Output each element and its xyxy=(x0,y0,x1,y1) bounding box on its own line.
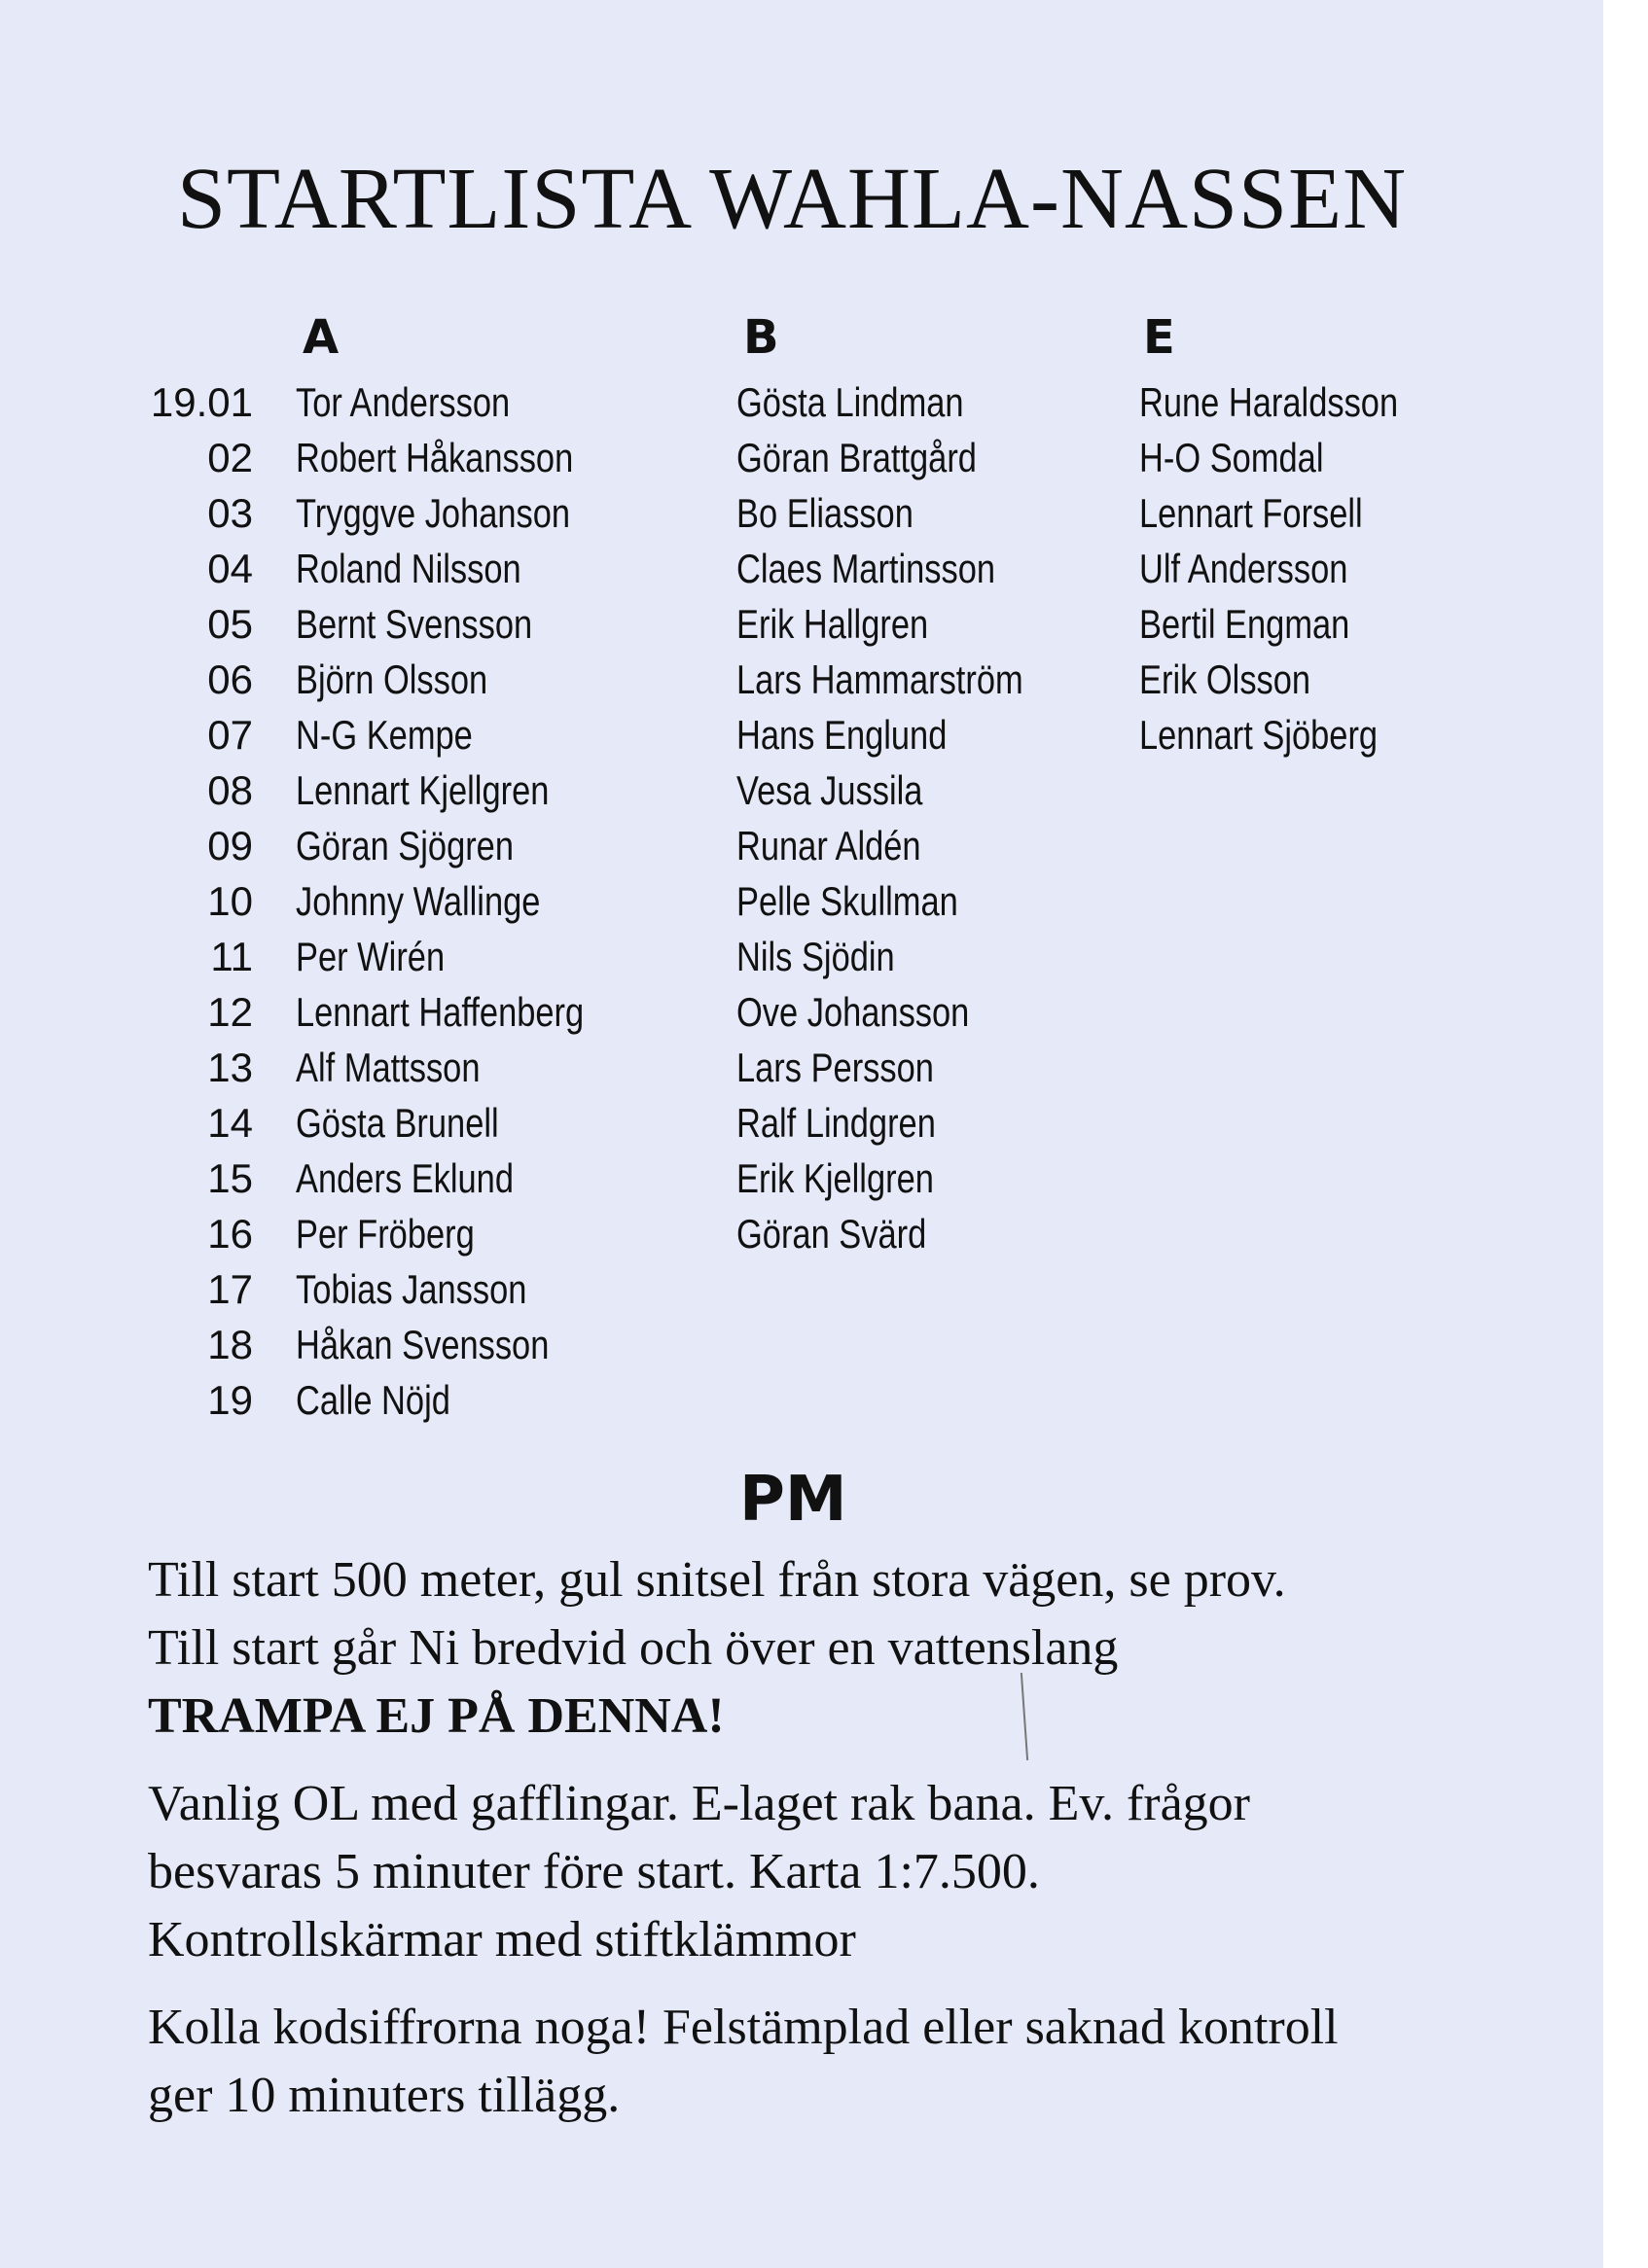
runner-name-b: Pelle Skullman xyxy=(736,878,958,924)
table-row xyxy=(0,873,1557,929)
pm-heading: PM xyxy=(739,1464,847,1536)
runner-name-a: Tobias Jansson xyxy=(296,1266,527,1312)
table-row xyxy=(0,818,1557,873)
runner-name-a: Alf Mattsson xyxy=(296,1045,481,1090)
runner-name-b: Göran Brattgård xyxy=(736,435,977,480)
runner-name-b: Hans Englund xyxy=(736,712,948,758)
runner-name-b: Lars Persson xyxy=(736,1045,934,1090)
runner-name-b: Göran Svärd xyxy=(736,1211,927,1257)
runner-name-e: H-O Somdal xyxy=(1139,435,1324,480)
table-row xyxy=(0,762,1557,818)
table-row xyxy=(0,929,1557,984)
runner-name-b: Vesa Jussila xyxy=(736,767,923,813)
start-time: 04 xyxy=(207,546,253,591)
table-row xyxy=(0,1040,1557,1095)
start-time: 14 xyxy=(207,1100,253,1146)
runner-name-a: Per Wirén xyxy=(296,934,446,979)
runner-name-a: Lennart Kjellgren xyxy=(296,767,550,813)
start-time: 18 xyxy=(207,1322,253,1367)
start-time: 10 xyxy=(207,878,253,924)
runner-name-a: Robert Håkansson xyxy=(296,435,574,480)
start-time: 05 xyxy=(207,601,253,647)
runner-name-a: Johnny Wallinge xyxy=(296,878,541,924)
runner-name-a: N-G Kempe xyxy=(296,712,473,758)
page-title: STARTLISTA WAHLA-NASSEN xyxy=(177,151,1408,247)
pm-line: besvaras 5 minuter före start. Karta 1:7.500. xyxy=(148,1844,1040,1899)
runner-name-b: Erik Kjellgren xyxy=(736,1155,934,1201)
start-time: 19 xyxy=(207,1377,253,1423)
runner-name-a: Anders Eklund xyxy=(296,1155,515,1201)
runner-name-b: Bo Eliasson xyxy=(736,490,914,536)
pm-text xyxy=(148,1546,1510,2130)
start-list-table xyxy=(0,374,1557,1428)
table-row xyxy=(0,430,1557,485)
pm-line: Kolla kodsiffrorna noga! Felstämplad eller saknad kontroll xyxy=(148,2000,1339,2055)
table-row xyxy=(0,1151,1557,1206)
start-time: 09 xyxy=(207,823,253,868)
start-time: 17 xyxy=(207,1266,253,1312)
start-time: 12 xyxy=(207,989,253,1035)
start-time: 15 xyxy=(207,1155,253,1201)
runner-name-b: Gösta Lindman xyxy=(736,379,964,425)
start-time: 02 xyxy=(207,435,253,480)
table-row xyxy=(0,541,1557,596)
runner-name-a: Björn Olsson xyxy=(296,656,488,702)
pm-line: Till start 500 meter, gul snitsel från stora vägen, se prov. xyxy=(148,1552,1286,1608)
runner-name-e: Lennart Forsell xyxy=(1139,490,1363,536)
table-row xyxy=(0,374,1557,430)
pm-line: Kontrollskärmar med stiftklämmor xyxy=(148,1912,856,1967)
start-time: 16 xyxy=(207,1211,253,1257)
table-row xyxy=(0,984,1557,1040)
column-header-b: B xyxy=(743,310,779,365)
table-row xyxy=(0,1261,1557,1317)
runner-name-e: Bertil Engman xyxy=(1139,601,1350,647)
runner-name-e: Rune Haraldsson xyxy=(1139,379,1399,425)
pm-warning: TRAMPA EJ PÅ DENNA! xyxy=(148,1688,725,1744)
table-row xyxy=(0,1317,1557,1372)
table-row xyxy=(0,485,1557,541)
runner-name-e: Lennart Sjöberg xyxy=(1139,712,1379,758)
pm-line: ger 10 minuters tillägg. xyxy=(148,2068,621,2123)
runner-name-b: Runar Aldén xyxy=(736,823,921,868)
start-time: 03 xyxy=(207,490,253,536)
runner-name-a: Tor Andersson xyxy=(296,379,511,425)
runner-name-a: Calle Nöjd xyxy=(296,1377,450,1423)
runner-name-a: Per Fröberg xyxy=(296,1211,475,1257)
start-time: 08 xyxy=(207,767,253,813)
column-header-a: A xyxy=(303,310,340,365)
runner-name-b: Claes Martinsson xyxy=(736,546,996,591)
runner-name-a: Göran Sjögren xyxy=(296,823,515,868)
runner-name-b: Nils Sjödin xyxy=(736,934,895,979)
table-row xyxy=(0,652,1557,707)
runner-name-e: Erik Olsson xyxy=(1139,656,1311,702)
table-row xyxy=(0,707,1557,762)
pm-line: Till start går Ni bredvid och över en vattenslang xyxy=(148,1620,1119,1676)
start-time: 07 xyxy=(207,712,253,758)
runner-name-a: Bernt Svensson xyxy=(296,601,533,647)
start-time: 13 xyxy=(207,1045,253,1090)
start-time: 06 xyxy=(207,656,253,702)
runner-name-b: Lars Hammarström xyxy=(736,656,1023,702)
runner-name-b: Erik Hallgren xyxy=(736,601,929,647)
pm-line: Vanlig OL med gafflingar. E-laget rak bana. Ev. frågor xyxy=(148,1776,1250,1831)
table-row xyxy=(0,1372,1557,1428)
start-time: 11 xyxy=(210,934,253,979)
start-time: 19.01 xyxy=(150,379,253,425)
runner-name-a: Roland Nilsson xyxy=(296,546,521,591)
runner-name-a: Håkan Svensson xyxy=(296,1322,550,1367)
table-row xyxy=(0,1095,1557,1151)
runner-name-e: Ulf Andersson xyxy=(1139,546,1348,591)
column-header-e: E xyxy=(1143,310,1175,365)
runner-name-a: Gösta Brunell xyxy=(296,1100,499,1146)
table-row xyxy=(0,596,1557,652)
runner-name-a: Tryggve Johanson xyxy=(296,490,571,536)
table-row xyxy=(0,1206,1557,1261)
runner-name-b: Ove Johansson xyxy=(736,989,970,1035)
runner-name-b: Ralf Lindgren xyxy=(736,1100,936,1146)
runner-name-a: Lennart Haffenberg xyxy=(296,989,585,1035)
